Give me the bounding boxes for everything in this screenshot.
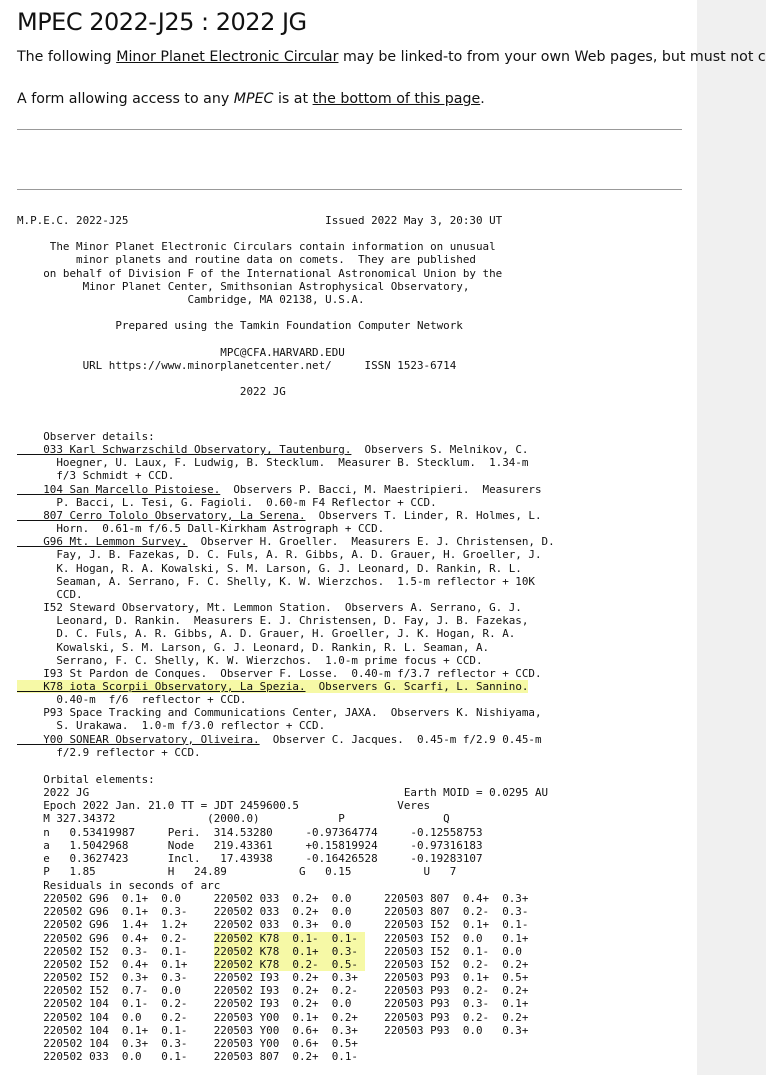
observer-i52: I52 Steward Observatory, Mt. Lemmon Station. Observers A. Serrano, G. J. Leonard, D. Rankin. Measurers E. J. Christensen, D. Fay, J. B. Fazekas, D. C. Fuls, A. R. Gibbs, A. D. Grauer, H. Groeller, J. K. Hogan, R. A. Kowalski, S. M. Larson, G. J. Leonard, D. Rankin, R. L. Seaman, A. Serrano, F. C. Shelly, K. W. Wierzchos. 1.0-m prime focus + CCD. [43, 601, 529, 667]
residual-row-2: 220502 G96 0.1+ 0.3- 220502 033 0.2+ 0.0 220503 807 0.2- 0.3- [17, 905, 529, 919]
divider-top [17, 129, 682, 130]
residual-row-4: 220502 G96 0.4+ 0.2- 220502 K78 0.1- 0.1- 220503 I52 0.0 0.1+ [17, 931, 529, 945]
link-104[interactable]: 104 San Marcello Pistoiese. [17, 482, 221, 496]
observer-y00: Y00 SONEAR Observatory, Oliveira. Observer C. Jacques. 0.45-m f/2.9 0.45-m f/2.9 reflector + CCD. [17, 732, 542, 759]
link-y00[interactable]: Y00 SONEAR Observatory, Oliveira. [17, 732, 260, 746]
observer-104: 104 San Marcello Pistoiese. Observers P. Bacci, M. Maestripieri. Measurers P. Bacci, L. Tesi, G. Fagioli. 0.60-m F4 Reflector + CCD. [17, 482, 542, 509]
residual-row-8: 220502 I52 0.7- 0.0 220502 I93 0.2+ 0.2- 220503 P93 0.2- 0.2+ [17, 984, 529, 998]
circular-header: M.P.E.C. 2022-J25 Issued 2022 May 3, 20:30 UT The Minor Planet Electronic Circulars contain information on unusual minor planets and routine data on comets. They are published on behalf of Division F of the International Astronomical Union by the Minor Planet Center, Smithsonian Astrophysical Observatory, Cambridge, MA 02138, U.S.A. Prepared using the Tamkin Foundation Computer Network MPC@CFA.HARVARD.EDU URL https://www.minorplanetcenter.net/ ISSN 1523-6714 2022 JG [17, 214, 503, 399]
residual-row-3: 220502 G96 1.4+ 1.2+ 220502 033 0.3+ 0.0 220503 I52 0.1+ 0.1- [17, 918, 529, 932]
residual-row-6: 220502 I52 0.4+ 0.1+ 220502 K78 0.2- 0.5- 220503 I52 0.2- 0.2+ [17, 957, 529, 971]
residual-row-11: 220502 104 0.1+ 0.1- 220503 Y00 0.6+ 0.3+ 220503 P93 0.0 0.3+ [17, 1023, 529, 1037]
residual-row-5: 220502 I52 0.3- 0.1- 220502 K78 0.1+ 0.3- 220503 I52 0.1- 0.0 [17, 944, 522, 958]
residual-k78-3: 220502 K78 0.2- 0.5- [213, 957, 365, 971]
observer-807: 807 Cerro Tololo Observatory, La Serena. Observers T. Linder, R. Holmes, L. Horn. 0.61-m f/6.5 Dall-Kirkham Astrograph + CCD. [17, 508, 542, 536]
residual-k78-1: 220502 K78 0.1- 0.1- [213, 931, 365, 945]
form-note [17, 91, 485, 107]
link-k78[interactable]: K78 iota Scorpii Observatory, La Spezia. [17, 679, 306, 693]
intro-paragraph [17, 49, 766, 65]
form-note-mpec: MPEC [233, 91, 274, 107]
link-807[interactable]: 807 Cerro Tololo Observatory, La Serena. [17, 508, 306, 522]
orbital-elements: Orbital elements: 2022 JG Earth MOID = 0.0295 AU Epoch 2022 Jan. 21.0 TT = JDT 2459600.5 Veres M 327.34372 (2000.0) P Q n 0.53419987 Peri. 314.53280 -0.97364774 -0.12558753 a 1.5042968 Node 219.43361 +0.15819924 -0.97316183 e 0.3627423 Incl. 17.43938 -0.16426528 -0.19283107 P 1.85 H 24.89 G 0.15 U 7 [43, 773, 549, 879]
residual-row-9: 220502 104 0.1- 0.2- 220502 I93 0.2+ 0.0 220503 P93 0.3- 0.1+ [17, 997, 529, 1011]
form-note-middle: is at [273, 91, 313, 107]
observer-i93: I93 St Pardon de Conques. Observer F. Losse. 0.40-m f/3.7 reflector + CCD. [17, 666, 542, 680]
observer-p93: P93 Space Tracking and Communications Center, JAXA. Observers K. Nishiyama, S. Urakawa. 1.0-m f/3.0 reflector + CCD. [43, 706, 542, 733]
intro-text-before: The following [17, 49, 117, 65]
mpec-link[interactable]: Minor Planet Electronic Circular [116, 49, 339, 65]
residual-row-10: 220502 104 0.0 0.2- 220503 Y00 0.1+ 0.2+ 220503 P93 0.2- 0.2+ [17, 1010, 529, 1024]
observer-k78-continued: 0.40-m f/6 reflector + CCD. [17, 693, 247, 707]
observer-033: 033 Karl Schwarzschild Observatory, Tautenburg. Observers S. Melnikov, C. Hoegner, U. Laux, F. Ludwig, B. Stecklum. Measurer B. Stecklum. 1.34-m f/3 Schmidt + CCD. [17, 443, 529, 483]
observer-heading: Observer details: [17, 430, 155, 443]
bottom-of-page-link[interactable]: the bottom of this page [312, 91, 481, 107]
residuals [17, 879, 528, 1063]
page-title: MPEC 2022-J25 : 2022 JG [17, 8, 307, 36]
form-note-end: . [480, 91, 485, 107]
intro-text-after: may be linked-to from your own Web pages, but must not c [338, 49, 766, 65]
residual-k78-2: 220502 K78 0.1+ 0.3- [213, 944, 365, 958]
observer-k78-highlighted: K78 iota Scorpii Observatory, La Spezia. Observers G. Scarfi, L. Sannino. [17, 679, 529, 693]
divider-bottom [17, 189, 682, 190]
observer-g96: G96 Mt. Lemmon Survey. Observer H. Groeller. Measurers E. J. Christensen, D. Fay, J. B. Fazekas, D. C. Fuls, A. R. Gibbs, A. D. Grauer, H. Groeller, J. K. Hogan, R. A. Kowalski, S. M. Larson, G. J. Leonard, D. Rankin, R. L. Seaman, A. Serrano, F. C. Shelly, K. W. Wierzchos. 1.5-m reflector + 10K CCD. [17, 535, 555, 601]
residual-row-7: 220502 I52 0.3+ 0.3- 220502 I93 0.2+ 0.3+ 220503 P93 0.1+ 0.5+ [17, 971, 529, 985]
residuals-heading: Residuals in seconds of arc [17, 879, 221, 892]
form-note-before: A form allowing access to any [17, 91, 234, 107]
residual-row-13: 220502 033 0.0 0.1- 220503 807 0.2+ 0.1- [17, 1050, 358, 1064]
residual-row-1: 220502 G96 0.1+ 0.0 220502 033 0.2+ 0.0 220503 807 0.4+ 0.3+ [17, 892, 529, 906]
observer-details [17, 430, 555, 759]
link-033[interactable]: 033 Karl Schwarzschild Observatory, Tautenburg. [17, 443, 352, 457]
link-g96[interactable]: G96 Mt. Lemmon Survey. [17, 535, 188, 549]
residual-row-12: 220502 104 0.3+ 0.3- 220503 Y00 0.6+ 0.5+ [17, 1036, 358, 1050]
